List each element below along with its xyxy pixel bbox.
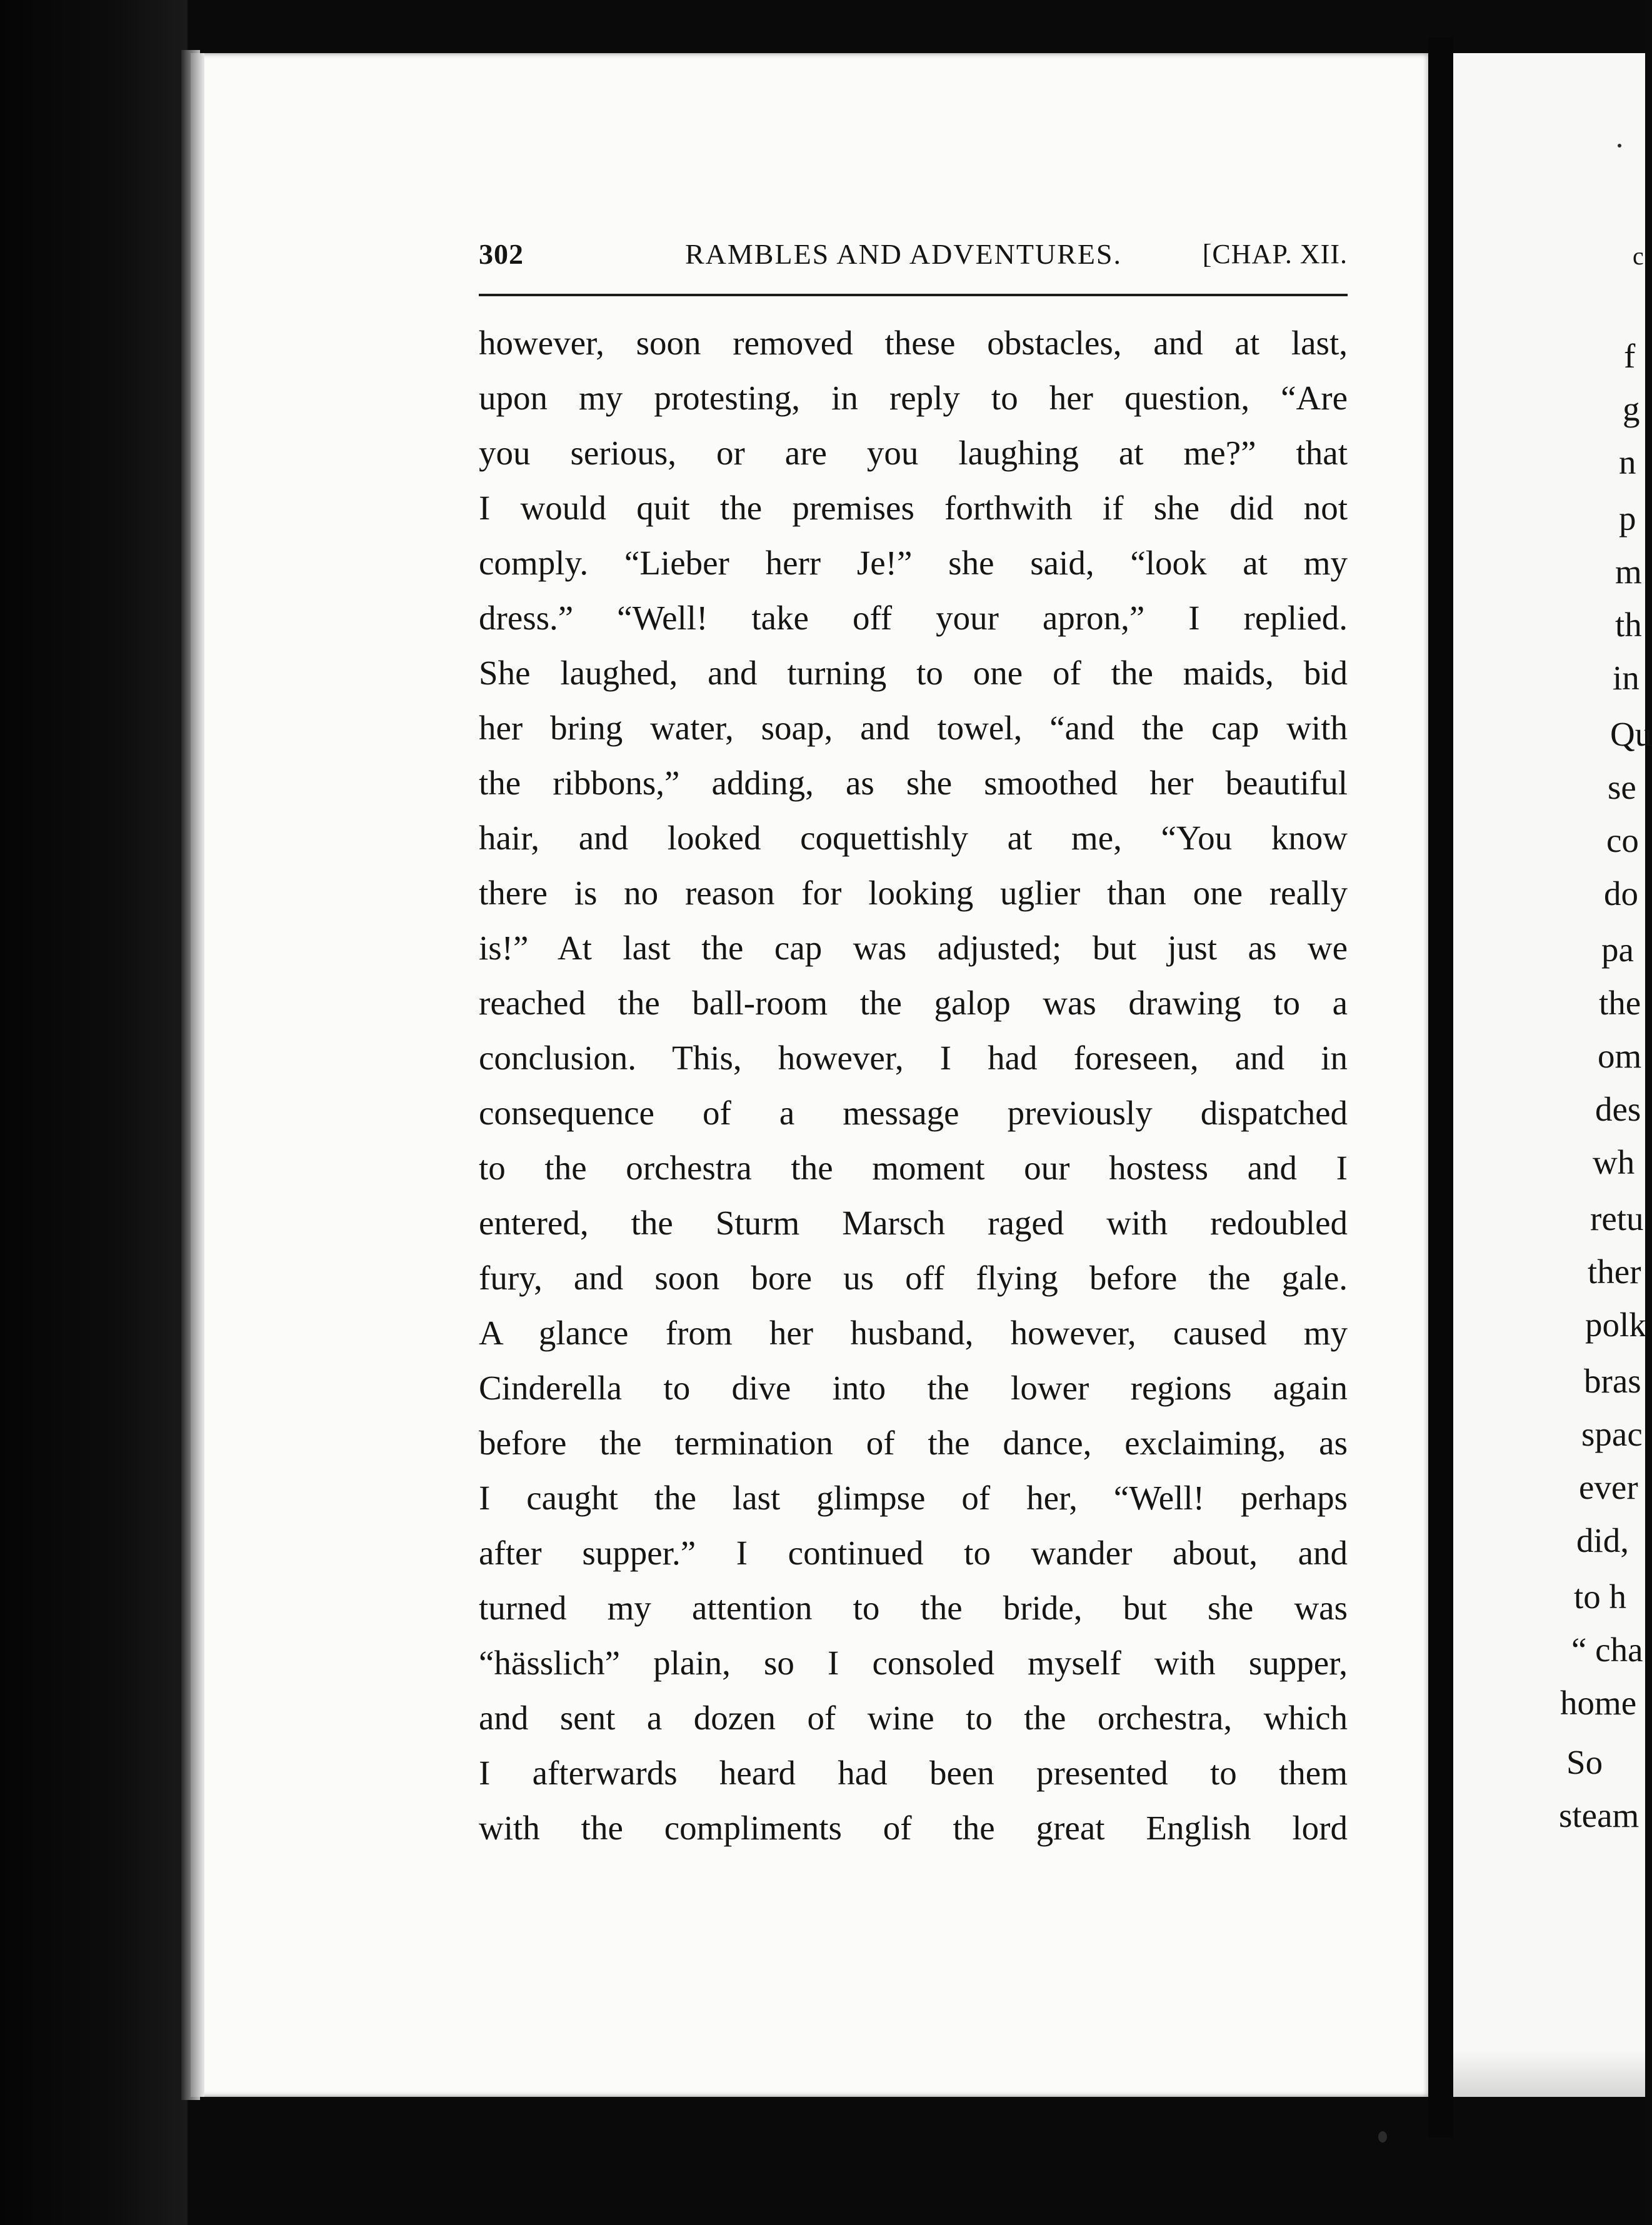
facing-page-fragment: Qu <box>1610 715 1652 753</box>
text-line: with the compliments of the great English lord <box>479 1809 1348 1847</box>
text-line: “hässlich” plain, so I consoled myself with supper, <box>479 1644 1348 1682</box>
facing-page-fragment: retu <box>1590 1199 1644 1238</box>
facing-page-fragment: “ cha <box>1571 1631 1643 1669</box>
page-number: 302 <box>479 238 524 270</box>
book-spine-gap <box>1428 38 1453 2138</box>
facing-page-fragment: spac <box>1581 1415 1643 1453</box>
book-title: RAMBLES AND ADVENTURES. <box>685 238 1123 270</box>
facing-page-fragment: the <box>1599 984 1641 1022</box>
chapter-reference: [CHAP. XII. <box>1202 239 1348 269</box>
text-line: after supper.” I continued to wander about, and <box>479 1534 1348 1572</box>
text-line: She laughed, and turning to one of the maids, bid <box>479 654 1348 692</box>
text-line: to the orchestra the moment our hostess and I <box>479 1149 1348 1187</box>
text-line: upon my protesting, in reply to her question, “Are <box>479 379 1348 417</box>
scan-speck <box>1378 2131 1387 2142</box>
facing-page-fragment: do <box>1604 874 1638 912</box>
text-line: I afterwards heard had been presented to them <box>479 1754 1348 1792</box>
facing-page-fragment: ther <box>1588 1252 1641 1291</box>
text-line: fury, and soon bore us off flying before the gale. <box>479 1259 1348 1297</box>
running-header <box>479 232 1348 276</box>
facing-page-fragment: c <box>1633 242 1644 270</box>
text-line: the ribbons,” adding, as she smoothed her beautiful <box>479 764 1348 802</box>
facing-page-fragment: des <box>1595 1090 1641 1128</box>
facing-page-fragment: se <box>1608 768 1636 806</box>
text-line: hair, and looked coquettishly at me, “You know <box>479 819 1348 857</box>
text-line: dress.” “Well! take off your apron,” I replied. <box>479 599 1348 637</box>
text-line: reached the ball-room the galop was drawing to a <box>479 984 1348 1022</box>
facing-page-fragment: n <box>1619 443 1636 481</box>
header-rule <box>479 294 1348 296</box>
facing-page-fragment: polk <box>1585 1306 1646 1344</box>
facing-page-fragment: steam <box>1559 1796 1639 1834</box>
text-line: there is no reason for looking uglier than one really <box>479 874 1348 912</box>
page-fore-edge <box>191 53 204 2097</box>
facing-page-fragment: in <box>1613 659 1639 697</box>
facing-page-fragment: om <box>1598 1037 1642 1075</box>
facing-page-fragment: ever <box>1579 1468 1638 1506</box>
facing-page-text-fragments <box>1453 0 1652 2225</box>
text-line: consequence of a message previously dispatched <box>479 1094 1348 1132</box>
text-line: comply. “Lieber herr Je!” she said, “look at my <box>479 544 1348 582</box>
facing-page-fragment: co <box>1606 821 1639 859</box>
facing-page-fragment: pa <box>1601 931 1634 969</box>
facing-page-fragment: home <box>1560 1684 1637 1722</box>
facing-page-fragment: bras <box>1584 1362 1641 1400</box>
facing-page-fragment: did, <box>1576 1521 1629 1559</box>
book-binding-shadow <box>0 0 188 2225</box>
text-line: Cinderella to dive into the lower regions again <box>479 1369 1348 1407</box>
text-line: A glance from her husband, however, caused my <box>479 1314 1348 1352</box>
text-line: conclusion. This, however, I had foreseen, and in <box>479 1039 1348 1077</box>
text-line: however, soon removed these obstacles, and at last, <box>479 324 1348 362</box>
text-line: before the termination of the dance, exclaiming, as <box>479 1424 1348 1462</box>
text-line: I caught the last glimpse of her, “Well! perhaps <box>479 1479 1348 1517</box>
text-line: her bring water, soap, and towel, “and the cap with <box>479 709 1348 747</box>
text-line: I would quit the premises forthwith if she did not <box>479 489 1348 527</box>
text-line: is!” At last the cap was adjusted; but just as we <box>479 929 1348 967</box>
facing-page-fragment: So <box>1566 1743 1603 1781</box>
text-line: turned my attention to the bride, but she was <box>479 1589 1348 1627</box>
scan-speck <box>1618 144 1621 148</box>
body-text <box>479 316 1348 1856</box>
text-line: and sent a dozen of wine to the orchestra, which <box>479 1699 1348 1737</box>
facing-page-fragment: m <box>1615 552 1642 591</box>
text-line: entered, the Sturm Marsch raged with redoubled <box>479 1204 1348 1242</box>
facing-page-fragment: to h <box>1574 1578 1627 1616</box>
facing-page-fragment: th <box>1615 606 1642 644</box>
facing-page-fragment: f <box>1624 337 1636 375</box>
facing-page-fragment: wh <box>1593 1143 1635 1181</box>
text-line: you serious, or are you laughing at me?” that <box>479 434 1348 472</box>
facing-page-fragment: g <box>1623 390 1640 428</box>
facing-page-fragment: p <box>1619 499 1636 538</box>
